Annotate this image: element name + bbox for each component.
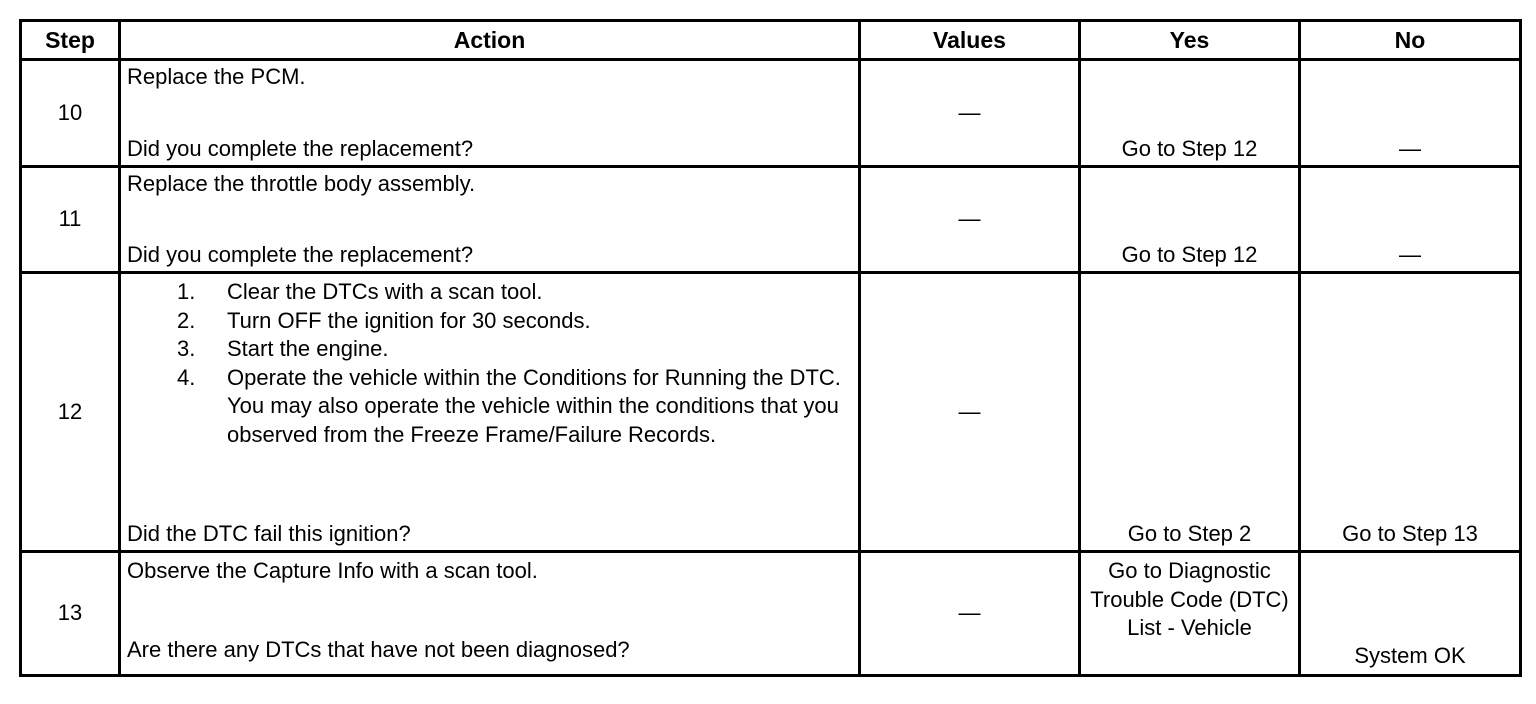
action-text: Replace the throttle body assembly. xyxy=(127,171,476,196)
action-cell xyxy=(120,60,860,167)
substep-text: Clear the DTCs with a scan tool. xyxy=(227,279,543,304)
no-text: — xyxy=(1399,135,1421,161)
no-cell xyxy=(1300,273,1521,552)
action-text: Replace the PCM. xyxy=(127,64,306,89)
action-question: Did you complete the replacement? xyxy=(127,135,474,161)
values-cell: — xyxy=(860,167,1080,273)
action-question: Are there any DTCs that have not been diagnosed? xyxy=(127,636,630,662)
substep-item xyxy=(127,364,852,450)
table-row xyxy=(21,167,1521,273)
values-cell: — xyxy=(860,273,1080,552)
substep-item xyxy=(127,335,852,364)
yes-text: Go to Diagnostic Trouble Code (DTC) List - Vehicle xyxy=(1090,558,1289,640)
substep-text: Operate the vehicle within the Conditions for Running the DTC. You may also operate the vehicle within the conditions that you observed from the Freeze Frame/Failure Records. xyxy=(227,364,841,447)
action-question: Did you complete the replacement? xyxy=(127,241,474,267)
action-text: Observe the Capture Info with a scan tool. xyxy=(127,558,538,583)
substep-list xyxy=(127,278,852,449)
yes-text: Go to Step 12 xyxy=(1121,241,1258,267)
substep-text: Start the engine. xyxy=(227,336,389,361)
substep-item xyxy=(127,278,852,307)
action-question: Did the DTC fail this ignition? xyxy=(127,520,411,546)
table-row xyxy=(21,60,1521,167)
action-cell xyxy=(120,273,860,552)
values-cell: — xyxy=(860,60,1080,167)
substep-text: Turn OFF the ignition for 30 seconds. xyxy=(227,307,591,333)
yes-cell xyxy=(1080,167,1300,273)
yes-cell xyxy=(1080,552,1300,676)
yes-cell xyxy=(1080,60,1300,167)
header-values: Values xyxy=(860,21,1080,60)
substep-number: 2. xyxy=(177,307,196,333)
substep-item xyxy=(127,307,852,336)
step-number: 11 xyxy=(21,167,120,273)
step-number: 12 xyxy=(21,273,120,552)
table-row xyxy=(21,552,1521,676)
header-no: No xyxy=(1300,21,1521,60)
header-action: Action xyxy=(120,21,860,60)
yes-cell xyxy=(1080,273,1300,552)
yes-text: Go to Step 12 xyxy=(1121,135,1258,161)
no-text: System OK xyxy=(1354,642,1466,668)
substep-number: 3. xyxy=(177,336,196,361)
action-cell xyxy=(120,167,860,273)
substep-number: 4. xyxy=(177,364,196,390)
yes-text: Go to Step 2 xyxy=(1127,520,1252,546)
header-step: Step xyxy=(21,21,120,60)
no-cell xyxy=(1300,167,1521,273)
no-text: — xyxy=(1399,241,1421,267)
header-row xyxy=(21,21,1521,60)
no-text: Go to Step 13 xyxy=(1342,520,1478,546)
action-cell xyxy=(120,552,860,676)
step-number: 10 xyxy=(21,60,120,167)
no-cell xyxy=(1300,60,1521,167)
header-yes: Yes xyxy=(1080,21,1300,60)
step-number: 13 xyxy=(21,552,120,676)
table-row xyxy=(21,273,1521,552)
no-cell xyxy=(1300,552,1521,676)
values-cell: — xyxy=(860,552,1080,676)
substep-number: 1. xyxy=(177,279,196,304)
diagnostic-table xyxy=(19,19,1522,677)
